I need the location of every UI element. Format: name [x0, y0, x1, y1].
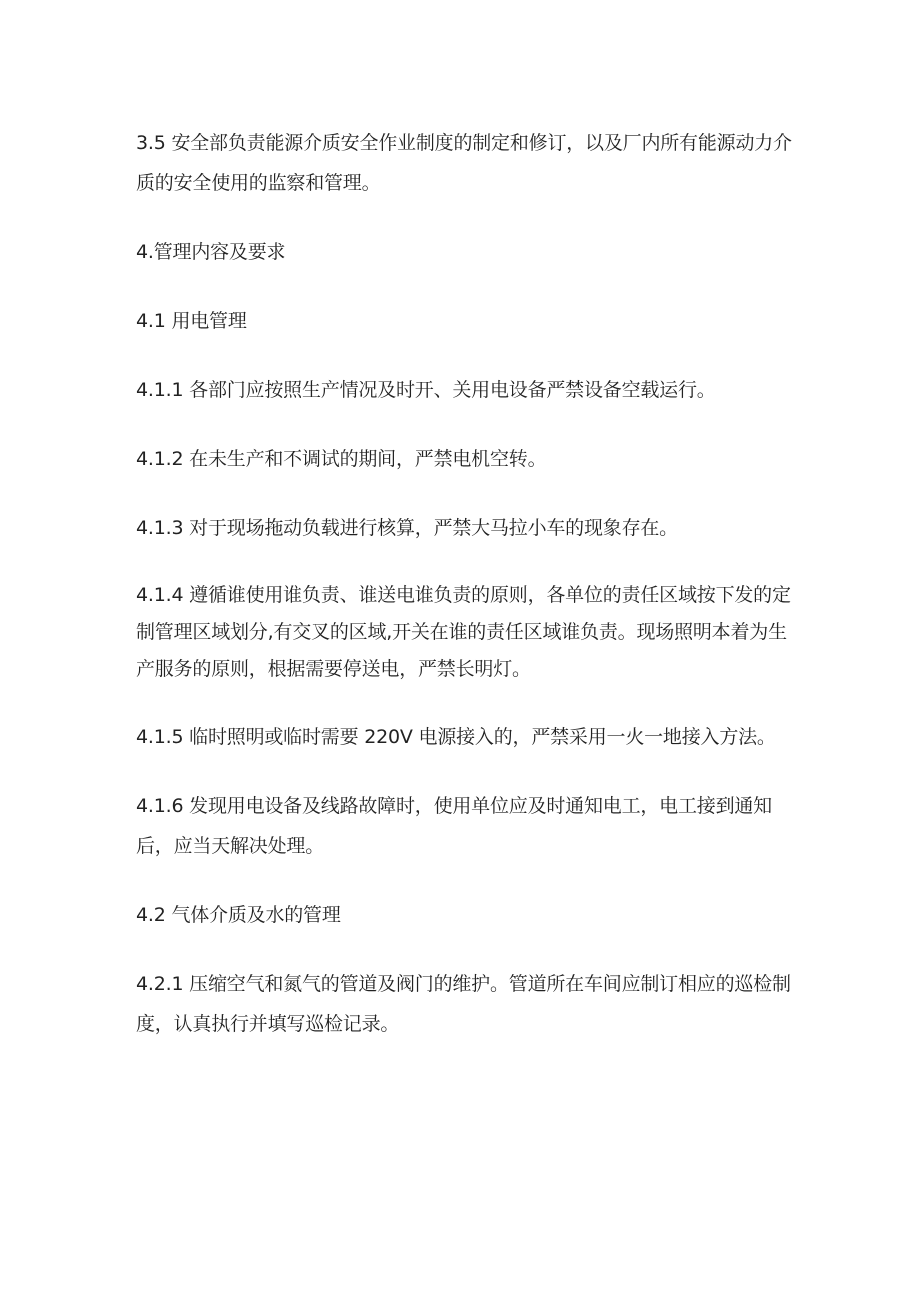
heading-4-1: 4.1 用电管理: [136, 310, 247, 332]
paragraph-4-1-4: 4.1.4 遵循谁使用谁负责、谁送电谁负责的原则，各单位的责任区域按下发的定制管理区域划分,有交叉的区域,开关在谁的责任区域谁负责。现场照明本着为生产服务的原则，根据需要停送电，严禁长明灯。: [136, 584, 791, 680]
paragraph-4-1-6: 4.1.6 发现用电设备及线路故障时，使用单位应及时通知电工，电工接到通知后，应当天解决处理。: [136, 795, 772, 857]
paragraph-3-5: 3.5 安全部负责能源介质安全作业制度的制定和修订，以及厂内所有能源动力介质的安全使用的监察和管理。: [136, 132, 792, 194]
paragraph-4-1-2: 4.1.2 在未生产和不调试的期间，严禁电机空转。: [136, 448, 547, 470]
document-body: [136, 123, 796, 1073]
heading-4: 4.管理内容及要求: [136, 241, 286, 263]
paragraph-4-1-1: 4.1.1 各部门应按照生产情况及时开、关用电设备严禁设备空载运行。: [136, 379, 716, 401]
heading-4-2: 4.2 气体介质及水的管理: [136, 904, 341, 926]
paragraph-4-1-5: 4.1.5 临时照明或临时需要 220V 电源接入的，严禁采用一火一地接入方法。: [136, 726, 776, 748]
paragraph-4-2-1: 4.2.1 压缩空气和氮气的管道及阀门的维护。管道所在车间应制订相应的巡检制度，认真执行并填写巡检记录。: [136, 973, 791, 1035]
paragraph-4-1-3: 4.1.3 对于现场拖动负载进行核算，严禁大马拉小车的现象存在。: [136, 517, 678, 539]
